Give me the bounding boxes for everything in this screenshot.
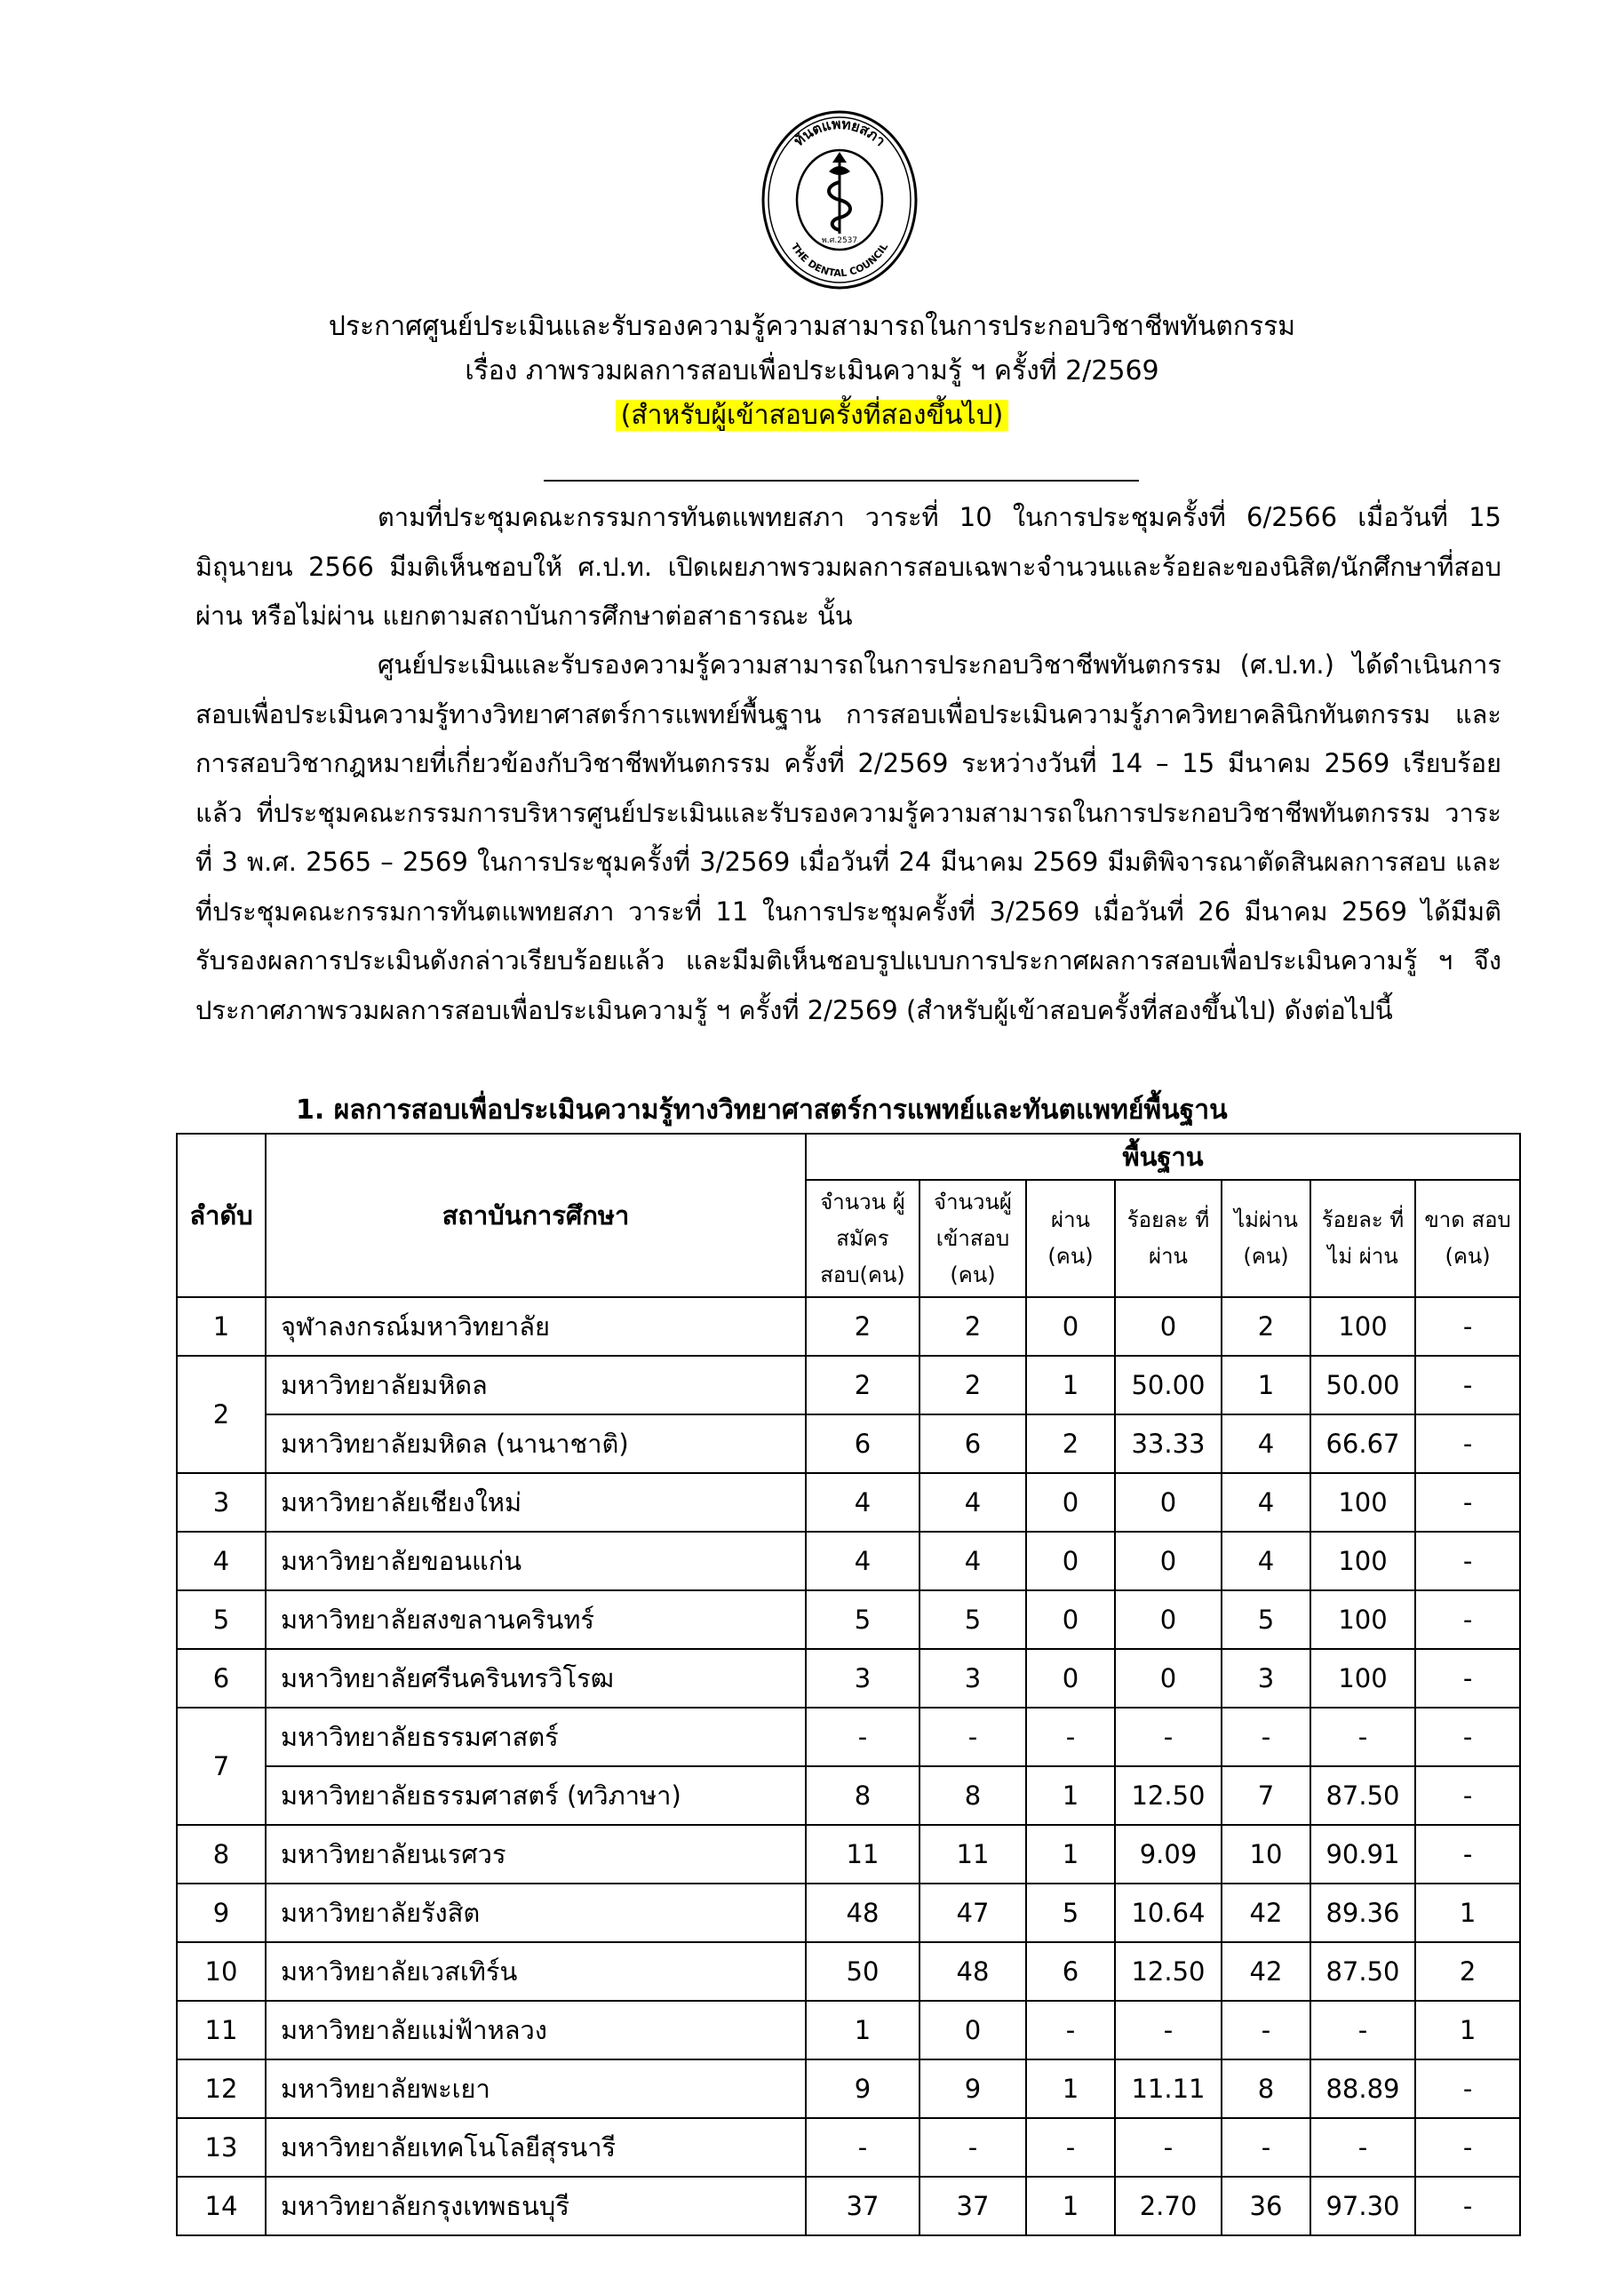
- table-row: [177, 1297, 1520, 1356]
- table-row: [177, 1708, 1520, 1766]
- institution-name: มหาวิทยาลัยเวสเทิร์น: [266, 1942, 806, 2001]
- result-cell: -: [1415, 1414, 1520, 1473]
- result-cell: -: [1415, 1766, 1520, 1825]
- result-cell: 47: [919, 1884, 1026, 1942]
- institution-name: มหาวิทยาลัยรังสิต: [266, 1884, 806, 1942]
- result-cell: -: [806, 2118, 919, 2177]
- result-cell: 1: [1026, 1825, 1115, 1884]
- col-header-fail-percent: ร้อยละ ที่ไม่ ผ่าน: [1310, 1180, 1415, 1297]
- result-cell: 5: [1222, 1590, 1310, 1649]
- svg-text:THE DENTAL COUNCIL: [789, 241, 890, 279]
- result-cell: 1: [1415, 2001, 1520, 2059]
- result-cell: 100: [1310, 1649, 1415, 1708]
- result-cell: 10: [1222, 1825, 1310, 1884]
- seal-text-bottom: THE DENTAL COUNCIL: [788, 241, 891, 280]
- result-cell: 100: [1310, 1297, 1415, 1356]
- result-cell: -: [1222, 1708, 1310, 1766]
- col-header-pass-percent: ร้อยละ ที่ผ่าน: [1115, 1180, 1222, 1297]
- result-cell: 66.67: [1310, 1414, 1415, 1473]
- result-cell: 5: [806, 1590, 919, 1649]
- result-cell: 100: [1310, 1590, 1415, 1649]
- staff-emblem-icon: [829, 152, 850, 234]
- table-row: [177, 2118, 1520, 2177]
- announcement-title: ประกาศศูนย์ประเมินและรับรองความรู้ความสามารถในการประกอบวิชาชีพทันตกรรม: [328, 311, 1296, 342]
- result-cell: 6: [1026, 1942, 1115, 2001]
- result-cell: -: [1415, 2177, 1520, 2235]
- result-cell: 4: [1222, 1473, 1310, 1532]
- result-cell: 42: [1222, 1884, 1310, 1942]
- result-cell: 1: [806, 2001, 919, 2059]
- table-row: [177, 1649, 1520, 1708]
- result-cell: 12.50: [1115, 1766, 1222, 1825]
- result-cell: 0: [1115, 1590, 1222, 1649]
- institution-name: มหาวิทยาลัยพะเยา: [266, 2059, 806, 2118]
- result-cell: 1: [1222, 1356, 1310, 1414]
- col-header-examinees: จำนวนผู้ เข้าสอบ (คน): [919, 1180, 1026, 1297]
- result-cell: 48: [919, 1942, 1026, 2001]
- result-cell: -: [1415, 2118, 1520, 2177]
- result-cell: 12.50: [1115, 1942, 1222, 2001]
- result-cell: 8: [806, 1766, 919, 1825]
- result-cell: 90.91: [1310, 1825, 1415, 1884]
- results-table: [176, 1133, 1521, 2236]
- result-cell: 4: [806, 1473, 919, 1532]
- table-row: [177, 2001, 1520, 2059]
- col-header-institution: สถาบันการศึกษา: [266, 1134, 806, 1297]
- result-cell: 50.00: [1310, 1356, 1415, 1414]
- result-cell: 87.50: [1310, 1942, 1415, 2001]
- result-cell: 1: [1026, 1356, 1115, 1414]
- row-number: 11: [177, 2001, 266, 2059]
- result-cell: 6: [806, 1414, 919, 1473]
- result-cell: 2: [806, 1356, 919, 1414]
- result-cell: -: [1026, 2118, 1115, 2177]
- result-cell: 4: [919, 1532, 1026, 1590]
- result-cell: 50: [806, 1942, 919, 2001]
- col-group-basic: พื้นฐาน: [806, 1134, 1520, 1180]
- result-cell: -: [1310, 2001, 1415, 2059]
- table-row: [177, 2059, 1520, 2118]
- institution-name: มหาวิทยาลัยสงขลานครินทร์: [266, 1590, 806, 1649]
- result-cell: 0: [1026, 1532, 1115, 1590]
- result-cell: 8: [919, 1766, 1026, 1825]
- result-cell: -: [806, 1708, 919, 1766]
- result-cell: 48: [806, 1884, 919, 1942]
- result-cell: 4: [806, 1532, 919, 1590]
- result-cell: 9.09: [1115, 1825, 1222, 1884]
- result-cell: 5: [1026, 1884, 1115, 1942]
- result-cell: 100: [1310, 1532, 1415, 1590]
- row-number: 7: [177, 1708, 266, 1825]
- result-cell: 88.89: [1310, 2059, 1415, 2118]
- result-cell: -: [1115, 2001, 1222, 2059]
- result-cell: -: [1415, 1825, 1520, 1884]
- result-cell: 0: [1115, 1649, 1222, 1708]
- table-row: [177, 1884, 1520, 1942]
- result-cell: 11: [919, 1825, 1026, 1884]
- result-cell: 3: [919, 1649, 1026, 1708]
- result-cell: -: [1115, 1708, 1222, 1766]
- result-cell: 2: [806, 1297, 919, 1356]
- result-cell: 2: [919, 1356, 1026, 1414]
- table-row: [177, 1590, 1520, 1649]
- result-cell: -: [1415, 2059, 1520, 2118]
- result-cell: -: [1115, 2118, 1222, 2177]
- divider: [544, 480, 1139, 482]
- dental-council-seal: [760, 109, 919, 291]
- result-cell: -: [1415, 1649, 1520, 1708]
- row-number: 10: [177, 1942, 266, 2001]
- result-cell: 89.36: [1310, 1884, 1415, 1942]
- result-cell: 0: [1115, 1532, 1222, 1590]
- result-cell: 8: [1222, 2059, 1310, 2118]
- row-number: 4: [177, 1532, 266, 1590]
- seal-text-top: ทันตแพทยสภา: [790, 115, 889, 150]
- result-cell: 33.33: [1115, 1414, 1222, 1473]
- result-cell: 11.11: [1115, 2059, 1222, 2118]
- result-cell: -: [1222, 2118, 1310, 2177]
- institution-name: มหาวิทยาลัยมหิดล (นานาชาติ): [266, 1414, 806, 1473]
- result-cell: -: [1415, 1297, 1520, 1356]
- result-cell: 7: [1222, 1766, 1310, 1825]
- institution-name: มหาวิทยาลัยเทคโนโลยีสุรนารี: [266, 2118, 806, 2177]
- result-cell: 2: [1222, 1297, 1310, 1356]
- result-cell: 10.64: [1115, 1884, 1222, 1942]
- result-cell: 3: [806, 1649, 919, 1708]
- table-row: [177, 1766, 1520, 1825]
- result-cell: -: [1415, 1532, 1520, 1590]
- result-cell: 9: [919, 2059, 1026, 2118]
- result-cell: 11: [806, 1825, 919, 1884]
- result-cell: -: [1222, 2001, 1310, 2059]
- result-cell: 37: [919, 2177, 1026, 2235]
- row-number: 8: [177, 1825, 266, 1884]
- institution-name: มหาวิทยาลัยธรรมศาสตร์: [266, 1708, 806, 1766]
- highlighted-subtitle: (สำหรับผู้เข้าสอบครั้งที่สองขึ้นไป): [616, 400, 1009, 431]
- row-number: 1: [177, 1297, 266, 1356]
- result-cell: 37: [806, 2177, 919, 2235]
- paragraph-2: ศูนย์ประเมินและรับรองความรู้ความสามารถในการประกอบวิชาชีพทันตกรรม (ศ.ป.ท.) ได้ดำเนินการสอบเพื่อประเมินความรู้ทางวิทยาศาสตร์การแพทย์พื้นฐาน การสอบเพื่อประเมินความรู้ภาควิทยาคลินิกทันตกรรม และการสอบวิชากฎหมายที่เกี่ยวข้องกับวิชาชีพทันตกรรม ครั้งที่ 2/2569 ระหว่างวันที่ 14 – 15 มีนาคม 2569 เรียบร้อยแล้ว ที่ประชุมคณะกรรมการบริหารศูนย์ประเมินและรับรองความรู้ความสามารถในการประกอบวิชาชีพทันตกรรม วาระที่ 3 พ.ศ. 2565 – 2569 ในการประชุมครั้งที่ 3/2569 เมื่อวันที่ 24 มีนาคม 2569 มีมติพิจารณาตัดสินผลการสอบ และที่ประชุมคณะกรรมการทันตแพทยสภา วาระที่ 11 ในการประชุมครั้งที่ 3/2569 เมื่อวันที่ 26 มีนาคม 2569 ได้มีมติรับรองผลการประเมินดังกล่าวเรียบร้อยแล้ว และมีมติเห็นชอบรูปแบบการประกาศผลการสอบเพื่อประเมินความรู้ ฯ จึงประกาศภาพรวมผลการสอบเพื่อประเมินความรู้ ฯ ครั้งที่ 2/2569 (สำหรับผู้เข้าสอบครั้งที่สองขึ้นไป) ดังต่อไปนี้: [195, 649, 1501, 1025]
- institution-name: มหาวิทยาลัยแม่ฟ้าหลวง: [266, 2001, 806, 2059]
- institution-name: มหาวิทยาลัยศรีนครินทรวิโรฒ: [266, 1649, 806, 1708]
- result-cell: 50.00: [1115, 1356, 1222, 1414]
- institution-name: มหาวิทยาลัยกรุงเทพธนบุรี: [266, 2177, 806, 2235]
- col-header-no: ลำดับ: [177, 1134, 266, 1297]
- row-number: 6: [177, 1649, 266, 1708]
- result-cell: 1: [1026, 2177, 1115, 2235]
- result-cell: 2.70: [1115, 2177, 1222, 2235]
- paragraph-1: ตามที่ประชุมคณะกรรมการทันตแพทยสภา วาระที่ 10 ในการประชุมครั้งที่ 6/2566 เมื่อวันที่ 15 มิถุนายน 2566 มีมติเห็นชอบให้ ศ.ป.ท. เปิดเผยภาพรวมผลการสอบเฉพาะจำนวนและร้อยละของนิสิต/นักศึกษาที่สอบผ่าน หรือไม่ผ่าน แยกตามสถาบันการศึกษาต่อสาธารณะ นั้น: [195, 502, 1501, 631]
- result-cell: 97.30: [1310, 2177, 1415, 2235]
- result-cell: -: [1310, 2118, 1415, 2177]
- result-cell: 4: [1222, 1532, 1310, 1590]
- result-cell: 4: [919, 1473, 1026, 1532]
- result-cell: 87.50: [1310, 1766, 1415, 1825]
- result-cell: 2: [1026, 1414, 1115, 1473]
- institution-name: มหาวิทยาลัยนเรศวร: [266, 1825, 806, 1884]
- institution-name: จุฬาลงกรณ์มหาวิทยาลัย: [266, 1297, 806, 1356]
- row-number: 2: [177, 1356, 266, 1473]
- row-number: 12: [177, 2059, 266, 2118]
- result-cell: -: [1415, 1356, 1520, 1414]
- table-row: [177, 1356, 1520, 1414]
- result-cell: 0: [1026, 1297, 1115, 1356]
- seal-year: พ.ศ.2537: [821, 236, 858, 245]
- result-cell: 1: [1026, 2059, 1115, 2118]
- result-cell: -: [1415, 1590, 1520, 1649]
- institution-name: มหาวิทยาลัยธรรมศาสตร์ (ทวิภาษา): [266, 1766, 806, 1825]
- result-cell: -: [1026, 2001, 1115, 2059]
- col-header-applicants: จำนวน ผู้สมัคร สอบ(คน): [806, 1180, 919, 1297]
- result-cell: 1: [1415, 1884, 1520, 1942]
- result-cell: -: [1310, 1708, 1415, 1766]
- col-header-passed: ผ่าน (คน): [1026, 1180, 1115, 1297]
- result-cell: -: [1415, 1473, 1520, 1532]
- result-cell: 6: [919, 1414, 1026, 1473]
- result-cell: 36: [1222, 2177, 1310, 2235]
- result-cell: -: [1415, 1708, 1520, 1766]
- result-cell: 1: [1026, 1766, 1115, 1825]
- result-cell: 5: [919, 1590, 1026, 1649]
- result-cell: 0: [1115, 1297, 1222, 1356]
- institution-name: มหาวิทยาลัยขอนแก่น: [266, 1532, 806, 1590]
- table-row: [177, 2177, 1520, 2235]
- table-row: [177, 1414, 1520, 1473]
- result-cell: 3: [1222, 1649, 1310, 1708]
- institution-name: มหาวิทยาลัยมหิดล: [266, 1356, 806, 1414]
- table-row: [177, 1942, 1520, 2001]
- announcement-subject: เรื่อง ภาพรวมผลการสอบเพื่อประเมินความรู้ ฯ ครั้งที่ 2/2569: [465, 355, 1159, 386]
- row-number: 9: [177, 1884, 266, 1942]
- result-cell: 42: [1222, 1942, 1310, 2001]
- result-cell: 0: [1115, 1473, 1222, 1532]
- institution-name: มหาวิทยาลัยเชียงใหม่: [266, 1473, 806, 1532]
- result-cell: 0: [1026, 1590, 1115, 1649]
- result-cell: -: [1026, 1708, 1115, 1766]
- result-cell: 0: [1026, 1649, 1115, 1708]
- result-cell: 2: [1415, 1942, 1520, 2001]
- row-number: 3: [177, 1473, 266, 1532]
- row-number: 5: [177, 1590, 266, 1649]
- col-header-failed: ไม่ผ่าน (คน): [1222, 1180, 1310, 1297]
- row-number: 14: [177, 2177, 266, 2235]
- result-cell: -: [919, 2118, 1026, 2177]
- result-cell: 2: [919, 1297, 1026, 1356]
- result-cell: 4: [1222, 1414, 1310, 1473]
- table-row: [177, 1825, 1520, 1884]
- table-row: [177, 1532, 1520, 1590]
- section-title: 1. ผลการสอบเพื่อประเมินความรู้ทางวิทยาศาสตร์การแพทย์และทันตแพทย์พื้นฐาน: [296, 1095, 1228, 1126]
- result-cell: -: [919, 1708, 1026, 1766]
- result-cell: 0: [919, 2001, 1026, 2059]
- row-number: 13: [177, 2118, 266, 2177]
- result-cell: 9: [806, 2059, 919, 2118]
- results-body: [177, 1297, 1520, 2235]
- col-header-absent: ขาด สอบ (คน): [1415, 1180, 1520, 1297]
- table-row: [177, 1473, 1520, 1532]
- result-cell: 0: [1026, 1473, 1115, 1532]
- result-cell: 100: [1310, 1473, 1415, 1532]
